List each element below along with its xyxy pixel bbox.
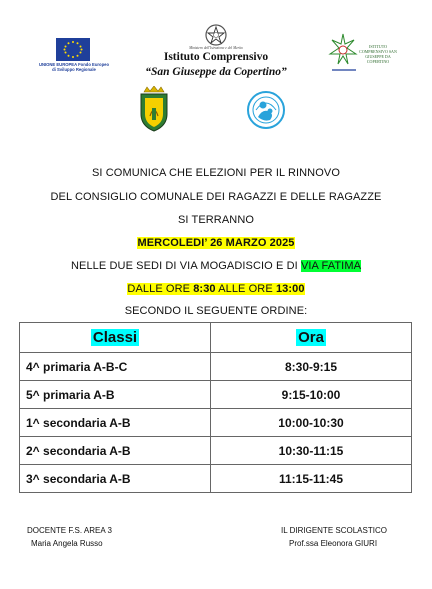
table-row — [20, 409, 412, 437]
cell-classe: 1^ secondaria A-B — [20, 409, 211, 437]
school-name: Istituto Comprensivo — [163, 51, 269, 63]
cell-classe: 4^ primaria A-B-C — [20, 353, 211, 381]
time-mid: ALLE ORE — [215, 283, 276, 295]
eu-logo — [38, 38, 110, 74]
time-start: 8:30 — [193, 283, 216, 295]
school-motto: “San Giuseppe da Copertino” — [145, 66, 287, 78]
header-ora — [211, 323, 412, 353]
cell-classe: 3^ secondaria A-B — [20, 465, 211, 493]
principal-role: IL DIRIGENTE SCOLASTICO — [281, 526, 387, 535]
teacher-name: Maria Angela Russo — [31, 539, 103, 548]
teacher-role: DOCENTE F.S. AREA 3 — [27, 526, 112, 535]
table-row — [20, 353, 412, 381]
time-end: 13:00 — [275, 283, 305, 295]
time-prefix: DALLE ORE — [127, 283, 194, 295]
notice-line-1: SI COMUNICA CHE ELEZIONI PER IL RINNOVO — [92, 167, 340, 179]
header-ora-label: Ora — [298, 329, 324, 346]
time-range — [127, 283, 304, 295]
election-date-line — [0, 237, 432, 249]
location-highlight: VIA FATIMA — [300, 260, 362, 272]
unicef-logo-icon — [246, 90, 286, 130]
cell-ora: 11:15-11:45 — [211, 465, 412, 493]
location-line — [0, 260, 432, 272]
cell-ora: 9:15-10:00 — [211, 381, 412, 409]
cell-ora: 8:30-9:15 — [211, 353, 412, 381]
table-header-row — [20, 323, 412, 353]
header-classi-label: Classi — [92, 329, 138, 346]
notice-line-2: DEL CONSIGLIO COMUNALE DEI RAGAZZI E DELLE RAGAZZE — [50, 191, 382, 203]
school-logo-icon — [328, 30, 358, 76]
emblem-caption: Ministero dell'Istruzione e del Merito — [189, 46, 243, 50]
school-logo — [328, 30, 400, 78]
italian-republic-emblem-icon — [204, 22, 228, 48]
table-row — [20, 381, 412, 409]
cell-classe: 2^ secondaria A-B — [20, 437, 211, 465]
school-logo-text: ISTITUTO COMPRENSIVO SAN GIUSEPPE DA COPERTINO — [359, 44, 397, 64]
cell-classe: 5^ primaria A-B — [20, 381, 211, 409]
eu-caption: UNIONE EUROPEA Fondo Europeo di Sviluppo Regionale — [38, 62, 110, 72]
eu-flag-icon — [56, 38, 90, 61]
time-line — [0, 283, 432, 295]
principal-name: Prof.ssa Eleonora GIURI — [289, 539, 378, 548]
town-crest-icon — [136, 86, 172, 132]
table-row — [20, 465, 412, 493]
notice-line-3: SI TERRANNO — [177, 214, 255, 226]
order-line: SECONDO IL SEGUENTE ORDINE: — [124, 305, 308, 317]
cell-ora: 10:30-11:15 — [211, 437, 412, 465]
cell-ora: 10:00-10:30 — [211, 409, 412, 437]
header-classi — [20, 323, 211, 353]
election-date: MERCOLEDI’ 26 MARZO 2025 — [137, 237, 295, 249]
schedule-table — [19, 322, 412, 493]
table-row — [20, 437, 412, 465]
location-prefix: NELLE DUE SEDI DI VIA MOGADISCIO E DI — [70, 260, 301, 272]
